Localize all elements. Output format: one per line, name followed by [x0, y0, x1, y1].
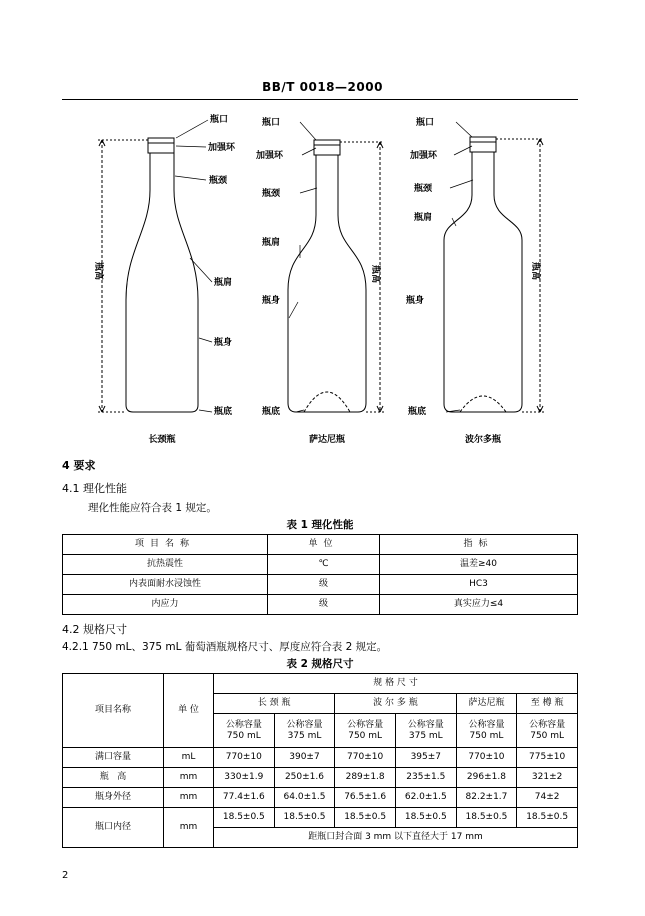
table2-subcol [456, 714, 517, 748]
table1-header-index: 指标 [380, 535, 578, 555]
table2-row-name: 瓶身外径 [63, 788, 164, 808]
table2-note: 距瓶口封合面 3 mm 以下直径大于 17 mm [214, 828, 578, 848]
table-row [63, 808, 578, 828]
table2-cell: 770±10 [214, 748, 275, 768]
table2-cell: 82.2±1.7 [456, 788, 517, 808]
table1-header-unit: 单位 [268, 535, 380, 555]
table2-cell: 390±7 [274, 748, 335, 768]
label-base-1: 瓶底 [214, 407, 233, 417]
caption-saxony: 萨达尼瓶 [308, 435, 345, 445]
label-base-2: 瓶底 [262, 407, 281, 417]
subcol-label: 公称容量 [468, 720, 505, 731]
table1-cell: 内应力 [63, 595, 268, 615]
table2-row-name: 瓶口内径 [63, 808, 164, 848]
subcol-volume: 750 mL [469, 730, 504, 741]
table2-group: 长 颈 瓶 [214, 694, 335, 714]
saxony-bottle-drawing [288, 140, 384, 412]
table2-row-name: 瓶 高 [63, 768, 164, 788]
table-row [63, 748, 578, 768]
section-4-2-1-text: 4.2.1 750 mL、375 mL 葡萄酒瓶规格尺寸、厚度应符合表 2 规定。 [62, 641, 388, 653]
table2-row-name: 满口容量 [63, 748, 164, 768]
table2-header-row-1 [63, 674, 578, 694]
table2-cell: 321±2 [517, 768, 578, 788]
label-mouth-3: 瓶口 [416, 118, 435, 128]
table2-cell: 330±1.9 [214, 768, 275, 788]
table2-cell: 250±1.6 [274, 768, 335, 788]
table2-subcol [517, 714, 578, 748]
table2-caption: 表 2 规格尺寸 [286, 658, 354, 670]
table1-caption: 表 1 理化性能 [286, 519, 354, 531]
table2-cell: 77.4±1.6 [214, 788, 275, 808]
table2-subcol [335, 714, 396, 748]
table-row [63, 595, 578, 615]
label-ring-1: 加强环 [208, 143, 236, 153]
table2-header-spec: 规 格 尺 寸 [214, 674, 578, 694]
subcol-volume: 375 mL [287, 730, 322, 741]
table2-cell: 296±1.8 [456, 768, 517, 788]
table2-group: 至 樽 瓶 [517, 694, 578, 714]
table1-cell: 级 [268, 595, 380, 615]
label-neck-2: 瓶颈 [262, 189, 281, 199]
table2-subcol [214, 714, 275, 748]
label-shoulder-2: 瓶肩 [262, 238, 281, 248]
table2-row-unit: mm [164, 768, 214, 788]
section-4-2-title: 4.2 规格尺寸 [62, 623, 127, 636]
label-body-3: 瓶身 [406, 296, 425, 306]
table2-cell: 76.5±1.6 [335, 788, 396, 808]
height-label-2: 瓶高 [370, 265, 380, 284]
table1-cell: ℃ [268, 555, 380, 575]
table2-row-unit: mm [164, 808, 214, 848]
table2-subcol [395, 714, 456, 748]
label-ring-2: 加强环 [256, 151, 284, 161]
page-number: 2 [62, 870, 69, 881]
table2-cell: 18.5±0.5 [456, 808, 517, 828]
table2-cell: 74±2 [517, 788, 578, 808]
subcol-label: 公称容量 [529, 720, 566, 731]
table2-cell: 18.5±0.5 [274, 808, 335, 828]
subcol-label: 公称容量 [286, 720, 323, 731]
subcol-label: 公称容量 [407, 720, 444, 731]
table-row [63, 575, 578, 595]
table1-cell: 温差≥40 [380, 555, 578, 575]
height-label-3: 瓶高 [530, 262, 540, 281]
table2-group: 萨达尼瓶 [456, 694, 517, 714]
label-body-1: 瓶身 [214, 338, 233, 348]
table1-cell: 抗热震性 [63, 555, 268, 575]
table1-cell: HC3 [380, 575, 578, 595]
table-row [63, 788, 578, 808]
caption-long-neck: 长颈瓶 [148, 435, 176, 445]
table2-cell: 62.0±1.5 [395, 788, 456, 808]
label-mouth-1: 瓶口 [210, 115, 229, 125]
table1-cell: 级 [268, 575, 380, 595]
section-4-1-text: 理化性能应符合表 1 规定。 [88, 502, 217, 514]
label-shoulder-3: 瓶肩 [414, 213, 433, 223]
table2-row-unit: mL [164, 748, 214, 768]
subcol-label: 公称容量 [225, 720, 262, 731]
bottle-figure [0, 0, 645, 450]
table2-cell: 289±1.8 [335, 768, 396, 788]
subcol-label: 公称容量 [347, 720, 384, 731]
subcol-volume: 750 mL [348, 730, 383, 741]
table-row [63, 768, 578, 788]
table-row [63, 555, 578, 575]
label-neck-1: 瓶颈 [209, 176, 228, 186]
subcol-volume: 375 mL [408, 730, 443, 741]
table1-cell: 内表面耐水浸蚀性 [63, 575, 268, 595]
label-mouth-2: 瓶口 [262, 118, 281, 128]
subcol-volume: 750 mL [530, 730, 565, 741]
table1-cell: 真实应力≤4 [380, 595, 578, 615]
table2-subcol [274, 714, 335, 748]
table2-header-unit: 单 位 [164, 674, 214, 748]
section-4-1-title: 4.1 理化性能 [62, 482, 127, 495]
label-ring-3: 加强环 [410, 151, 438, 161]
table2-cell: 18.5±0.5 [517, 808, 578, 828]
label-shoulder-1: 瓶肩 [214, 278, 233, 288]
table2-cell: 18.5±0.5 [395, 808, 456, 828]
table1-header-row [63, 535, 578, 555]
table2-cell: 18.5±0.5 [214, 808, 275, 828]
label-base-3: 瓶底 [408, 407, 427, 417]
long-neck-bottle-drawing [98, 138, 198, 412]
label-neck-3: 瓶颈 [414, 184, 433, 194]
section-4-title: 4 要求 [62, 459, 96, 472]
caption-bordeaux: 波尔多瓶 [464, 435, 501, 445]
table-2 [62, 673, 578, 848]
table2-cell: 770±10 [335, 748, 396, 768]
table2-cell: 395±7 [395, 748, 456, 768]
height-label-1: 瓶高 [93, 262, 103, 281]
bordeaux-bottle-drawing [444, 137, 544, 412]
document-header: BB/T 0018—2000 [262, 80, 383, 94]
table2-cell: 775±10 [517, 748, 578, 768]
label-body-2: 瓶身 [262, 296, 281, 306]
table2-cell: 18.5±0.5 [335, 808, 396, 828]
table2-cell: 235±1.5 [395, 768, 456, 788]
table2-cell: 770±10 [456, 748, 517, 768]
table2-header-item: 项目名称 [63, 674, 164, 748]
table2-cell: 64.0±1.5 [274, 788, 335, 808]
table-1 [62, 534, 578, 615]
table2-row-unit: mm [164, 788, 214, 808]
table1-header-item: 项目名称 [63, 535, 268, 555]
subcol-volume: 750 mL [226, 730, 261, 741]
table2-group: 波 尔 多 瓶 [335, 694, 456, 714]
